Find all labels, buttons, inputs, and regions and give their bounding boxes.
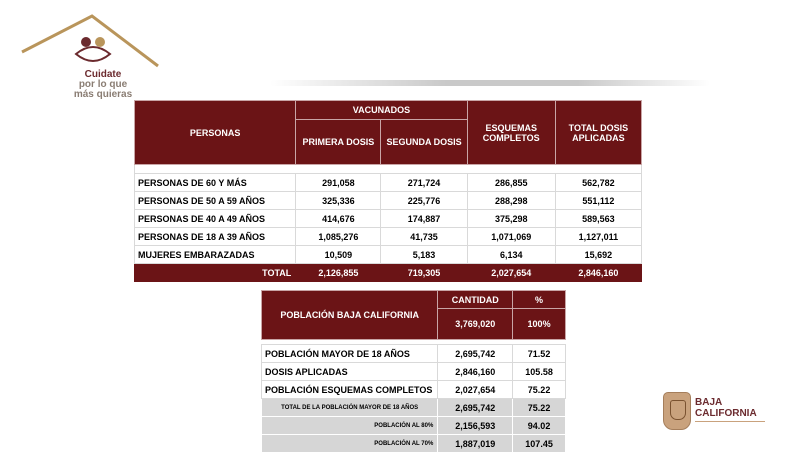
shield-icon xyxy=(663,392,691,430)
divider xyxy=(270,80,710,86)
cell-cantidad: 2,156,593 xyxy=(438,417,513,435)
total-esquemas: 2,027,654 xyxy=(467,264,555,282)
row-label: POBLACIÓN AL 70% xyxy=(262,435,438,453)
table-row xyxy=(262,399,566,417)
cell-cantidad: 2,695,742 xyxy=(438,345,513,363)
total-segunda: 719,305 xyxy=(381,264,467,282)
header-percent: % xyxy=(513,291,566,309)
table-row xyxy=(135,246,642,264)
bc-divider xyxy=(695,421,765,422)
cell-total: 551,112 xyxy=(555,192,641,210)
logo-line-2: por lo que xyxy=(78,79,128,90)
cell-primera: 414,676 xyxy=(296,210,381,228)
cell-percent: 75.22 xyxy=(513,399,566,417)
table-row xyxy=(262,363,566,381)
logo-text xyxy=(68,70,138,100)
cell-total: 15,692 xyxy=(555,246,641,264)
totals-row xyxy=(135,264,642,282)
cell-primera: 1,085,276 xyxy=(296,228,381,246)
population-cantidad: 3,769,020 xyxy=(438,309,513,340)
population-table xyxy=(261,290,566,453)
bc-name xyxy=(695,397,757,419)
cell-segunda: 271,724 xyxy=(381,174,467,192)
row-label: TOTAL DE LA POBLACIÓN MAYOR DE 18 AÑOS xyxy=(262,399,438,417)
baja-california-logo xyxy=(663,392,773,432)
table-row xyxy=(135,192,642,210)
bc-line-1: BAJA xyxy=(695,397,723,408)
cell-primera: 10,509 xyxy=(296,246,381,264)
table-row xyxy=(135,210,642,228)
total-primera: 2,126,855 xyxy=(296,264,381,282)
header-cantidad: CANTIDAD xyxy=(438,291,513,309)
table-row xyxy=(262,435,566,453)
vaccination-table xyxy=(134,100,642,282)
logo-line-1: Cuidate xyxy=(84,69,122,80)
cell-percent: 105.58 xyxy=(513,363,566,381)
row-label: PERSONAS DE 50 A 59 AÑOS xyxy=(135,192,296,210)
cell-esquemas: 286,855 xyxy=(467,174,555,192)
table-row xyxy=(262,381,566,399)
header-esquemas: ESQUEMAS COMPLETOS xyxy=(467,101,555,165)
header-primera-dosis: PRIMERA DOSIS xyxy=(296,120,381,165)
total-dosis: 2,846,160 xyxy=(555,264,641,282)
cell-total: 589,563 xyxy=(555,210,641,228)
cell-esquemas: 1,071,069 xyxy=(467,228,555,246)
population-title: POBLACIÓN BAJA CALIFORNIA xyxy=(262,291,438,340)
spacer-row xyxy=(135,165,642,174)
row-label: PERSONAS DE 18 A 39 AÑOS xyxy=(135,228,296,246)
cell-percent: 71.52 xyxy=(513,345,566,363)
logo-line-3: más quieras xyxy=(73,89,133,100)
cell-cantidad: 2,695,742 xyxy=(438,399,513,417)
cell-esquemas: 288,298 xyxy=(467,192,555,210)
cell-primera: 291,058 xyxy=(296,174,381,192)
table-row xyxy=(135,174,642,192)
table-row xyxy=(262,345,566,363)
cell-cantidad: 1,887,019 xyxy=(438,435,513,453)
cell-cantidad: 2,846,160 xyxy=(438,363,513,381)
header-personas: PERSONAS xyxy=(135,101,296,165)
header-segunda-dosis: SEGUNDA DOSIS xyxy=(381,120,467,165)
row-label: POBLACIÓN AL 80% xyxy=(262,417,438,435)
cuidate-logo xyxy=(20,12,165,102)
cell-total: 562,782 xyxy=(555,174,641,192)
row-label: PERSONAS DE 40 A 49 AÑOS xyxy=(135,210,296,228)
row-label: DOSIS APLICADAS xyxy=(262,363,438,381)
cell-esquemas: 375,298 xyxy=(467,210,555,228)
cell-percent: 107.45 xyxy=(513,435,566,453)
cell-percent: 75.22 xyxy=(513,381,566,399)
cell-cantidad: 2,027,654 xyxy=(438,381,513,399)
cell-esquemas: 6,134 xyxy=(467,246,555,264)
header-total-dosis: TOTAL DOSIS APLICADAS xyxy=(555,101,641,165)
house-roof-icon xyxy=(20,12,165,72)
table-row xyxy=(135,228,642,246)
cell-total: 1,127,011 xyxy=(555,228,641,246)
bc-line-2: CALIFORNIA xyxy=(695,408,757,419)
cell-segunda: 41,735 xyxy=(381,228,467,246)
cell-percent: 94.02 xyxy=(513,417,566,435)
total-label: TOTAL xyxy=(135,264,296,282)
cell-segunda: 174,887 xyxy=(381,210,467,228)
row-label: POBLACIÓN MAYOR DE 18 AÑOS xyxy=(262,345,438,363)
row-label: POBLACIÓN ESQUEMAS COMPLETOS xyxy=(262,381,438,399)
table-row xyxy=(262,417,566,435)
row-label: MUJERES EMBARAZADAS xyxy=(135,246,296,264)
population-percent: 100% xyxy=(513,309,566,340)
cell-segunda: 225,776 xyxy=(381,192,467,210)
row-label: PERSONAS DE 60 Y MÁS xyxy=(135,174,296,192)
header-vacunados: VACUNADOS xyxy=(296,101,467,120)
cell-segunda: 5,183 xyxy=(381,246,467,264)
cell-primera: 325,336 xyxy=(296,192,381,210)
